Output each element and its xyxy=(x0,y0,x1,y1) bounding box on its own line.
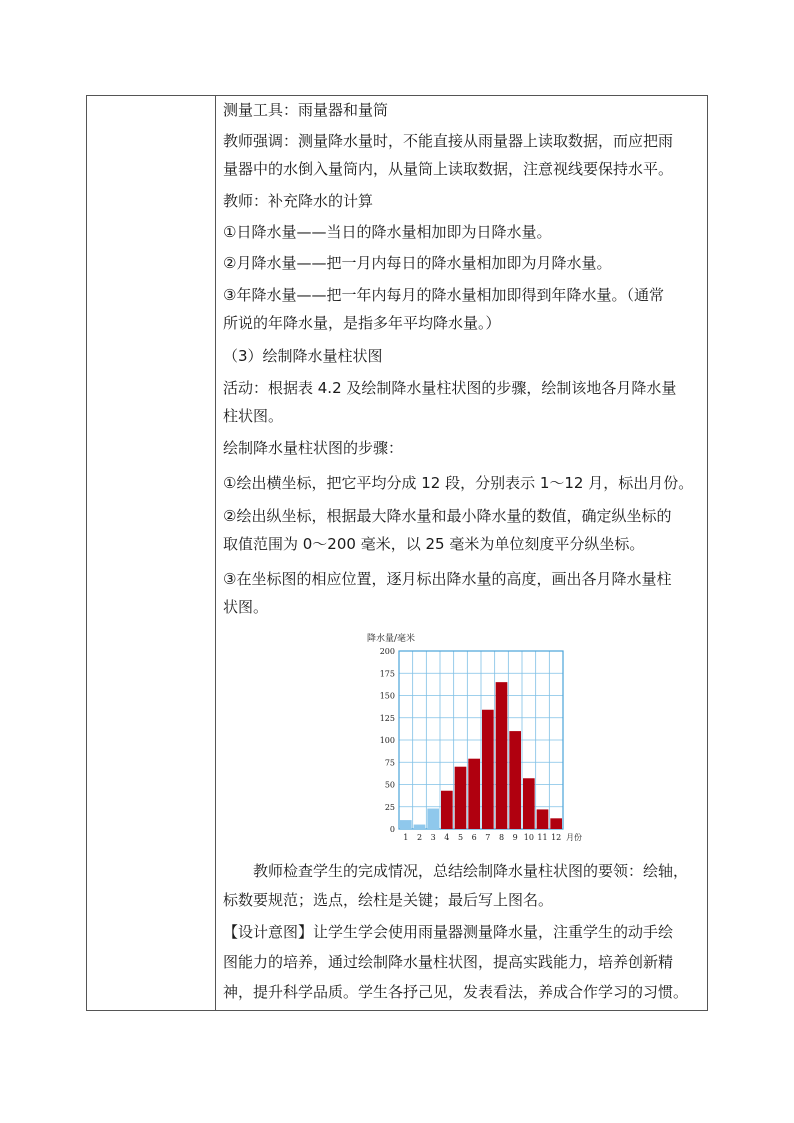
text-line: 量器中的水倒入量筒内，从量筒上读取数据，注意视线要保持水平。 xyxy=(223,160,674,178)
y-tick-label: 150 xyxy=(379,691,395,701)
precipitation-chart xyxy=(363,629,683,851)
x-tick-label: 12 xyxy=(551,833,562,842)
text-line: 活动：根据表 4.2 及绘制降水量柱状图的步骤，绘制该地各月降水量 xyxy=(223,379,677,397)
y-axis-label: 降水量/毫米 xyxy=(367,634,416,644)
bar-month-7 xyxy=(482,710,494,829)
text-line: 测量工具：雨量器和量筒 xyxy=(223,101,389,119)
text-line: ②绘出纵坐标，根据最大降水量和最小降水量的数值，确定纵坐标的 xyxy=(223,507,672,525)
bar-month-8 xyxy=(496,682,508,829)
x-tick-label: 8 xyxy=(498,833,505,842)
x-tick-label: 11 xyxy=(537,833,548,842)
intent-line: 【设计意图】让学生学会使用雨量器测量降水量，注重学生的动手绘 xyxy=(223,923,674,941)
y-tick-label: 25 xyxy=(384,802,395,812)
text-line: 教师强调：测量降水量时，不能直接从雨量器上读取数据，而应把雨 xyxy=(223,132,674,150)
y-tick-label: 175 xyxy=(379,669,395,679)
text-line: （3）绘制降水量柱状图 xyxy=(223,347,383,365)
x-tick-label: 6 xyxy=(471,833,477,842)
summary-line: 教师检查学生的完成情况，总结绘制降水量柱状图的要领：绘轴， xyxy=(223,862,689,880)
text-line: 取值范围为 0～200 毫米，以 25 毫米为单位刻度平分纵坐标。 xyxy=(223,535,645,553)
y-tick-label: 200 xyxy=(379,647,395,656)
y-tick-label: 75 xyxy=(384,758,395,768)
text-line: ①日降水量——当日的降水量相加即为日降水量。 xyxy=(223,223,552,241)
bar-month-11 xyxy=(537,809,549,829)
text-line: ①绘出横坐标，把它平均分成 12 段，分别表示 1～12 月，标出月份。 xyxy=(223,474,694,492)
x-tick-label: 4 xyxy=(444,833,450,842)
bar-month-3 xyxy=(427,809,439,829)
bar-month-2 xyxy=(414,825,426,829)
summary-line: 标数要规范；选点，绘柱是关键；最后写上图名。 xyxy=(223,891,554,909)
y-tick-label: 0 xyxy=(389,825,395,834)
x-tick-label: 9 xyxy=(512,833,518,842)
text-line: 所说的年降水量，是指多年平均降水量。） xyxy=(223,314,501,332)
x-tick-label: 2 xyxy=(416,833,423,842)
bar-month-9 xyxy=(509,731,521,829)
intent-line: 神，提升科学品质。学生各抒己见，发表看法，养成合作学习的习惯。 xyxy=(223,983,689,1001)
x-axis-unit: 月份 xyxy=(566,833,582,842)
text-line: 教师：补充降水的计算 xyxy=(223,192,374,210)
lesson-table xyxy=(86,95,708,1011)
bar-month-10 xyxy=(523,778,535,829)
y-tick-label: 100 xyxy=(379,736,395,745)
text-line: ③在坐标图的相应位置，逐月标出降水量的高度，画出各月降水量柱 xyxy=(223,570,672,588)
bar-month-6 xyxy=(468,759,480,829)
x-tick-label: 7 xyxy=(485,833,491,842)
x-tick-label: 10 xyxy=(523,833,534,842)
text-line: 柱状图。 xyxy=(223,407,284,425)
x-tick-label: 5 xyxy=(457,833,464,842)
intent-line: 图能力的培养，通过绘制降水量柱状图，提高实践能力，培养创新精 xyxy=(223,953,674,971)
x-tick-label: 1 xyxy=(403,833,409,842)
text-line: 绘制降水量柱状图的步骤： xyxy=(223,439,404,457)
text-line: ②月降水量——把一月内每日的降水量相加即为月降水量。 xyxy=(223,254,612,272)
bar-month-5 xyxy=(455,767,467,829)
table-left-column xyxy=(87,96,216,1010)
text-line: 状图。 xyxy=(223,598,269,616)
y-tick-label: 125 xyxy=(379,713,395,723)
y-tick-label: 50 xyxy=(384,780,395,790)
bar-month-1 xyxy=(400,820,412,829)
bar-month-4 xyxy=(441,791,453,829)
text-line: ③年降水量——把一年内每月的降水量相加即得到年降水量。（通常 xyxy=(223,286,664,304)
bar-month-12 xyxy=(550,818,562,829)
x-tick-label: 3 xyxy=(430,833,436,842)
